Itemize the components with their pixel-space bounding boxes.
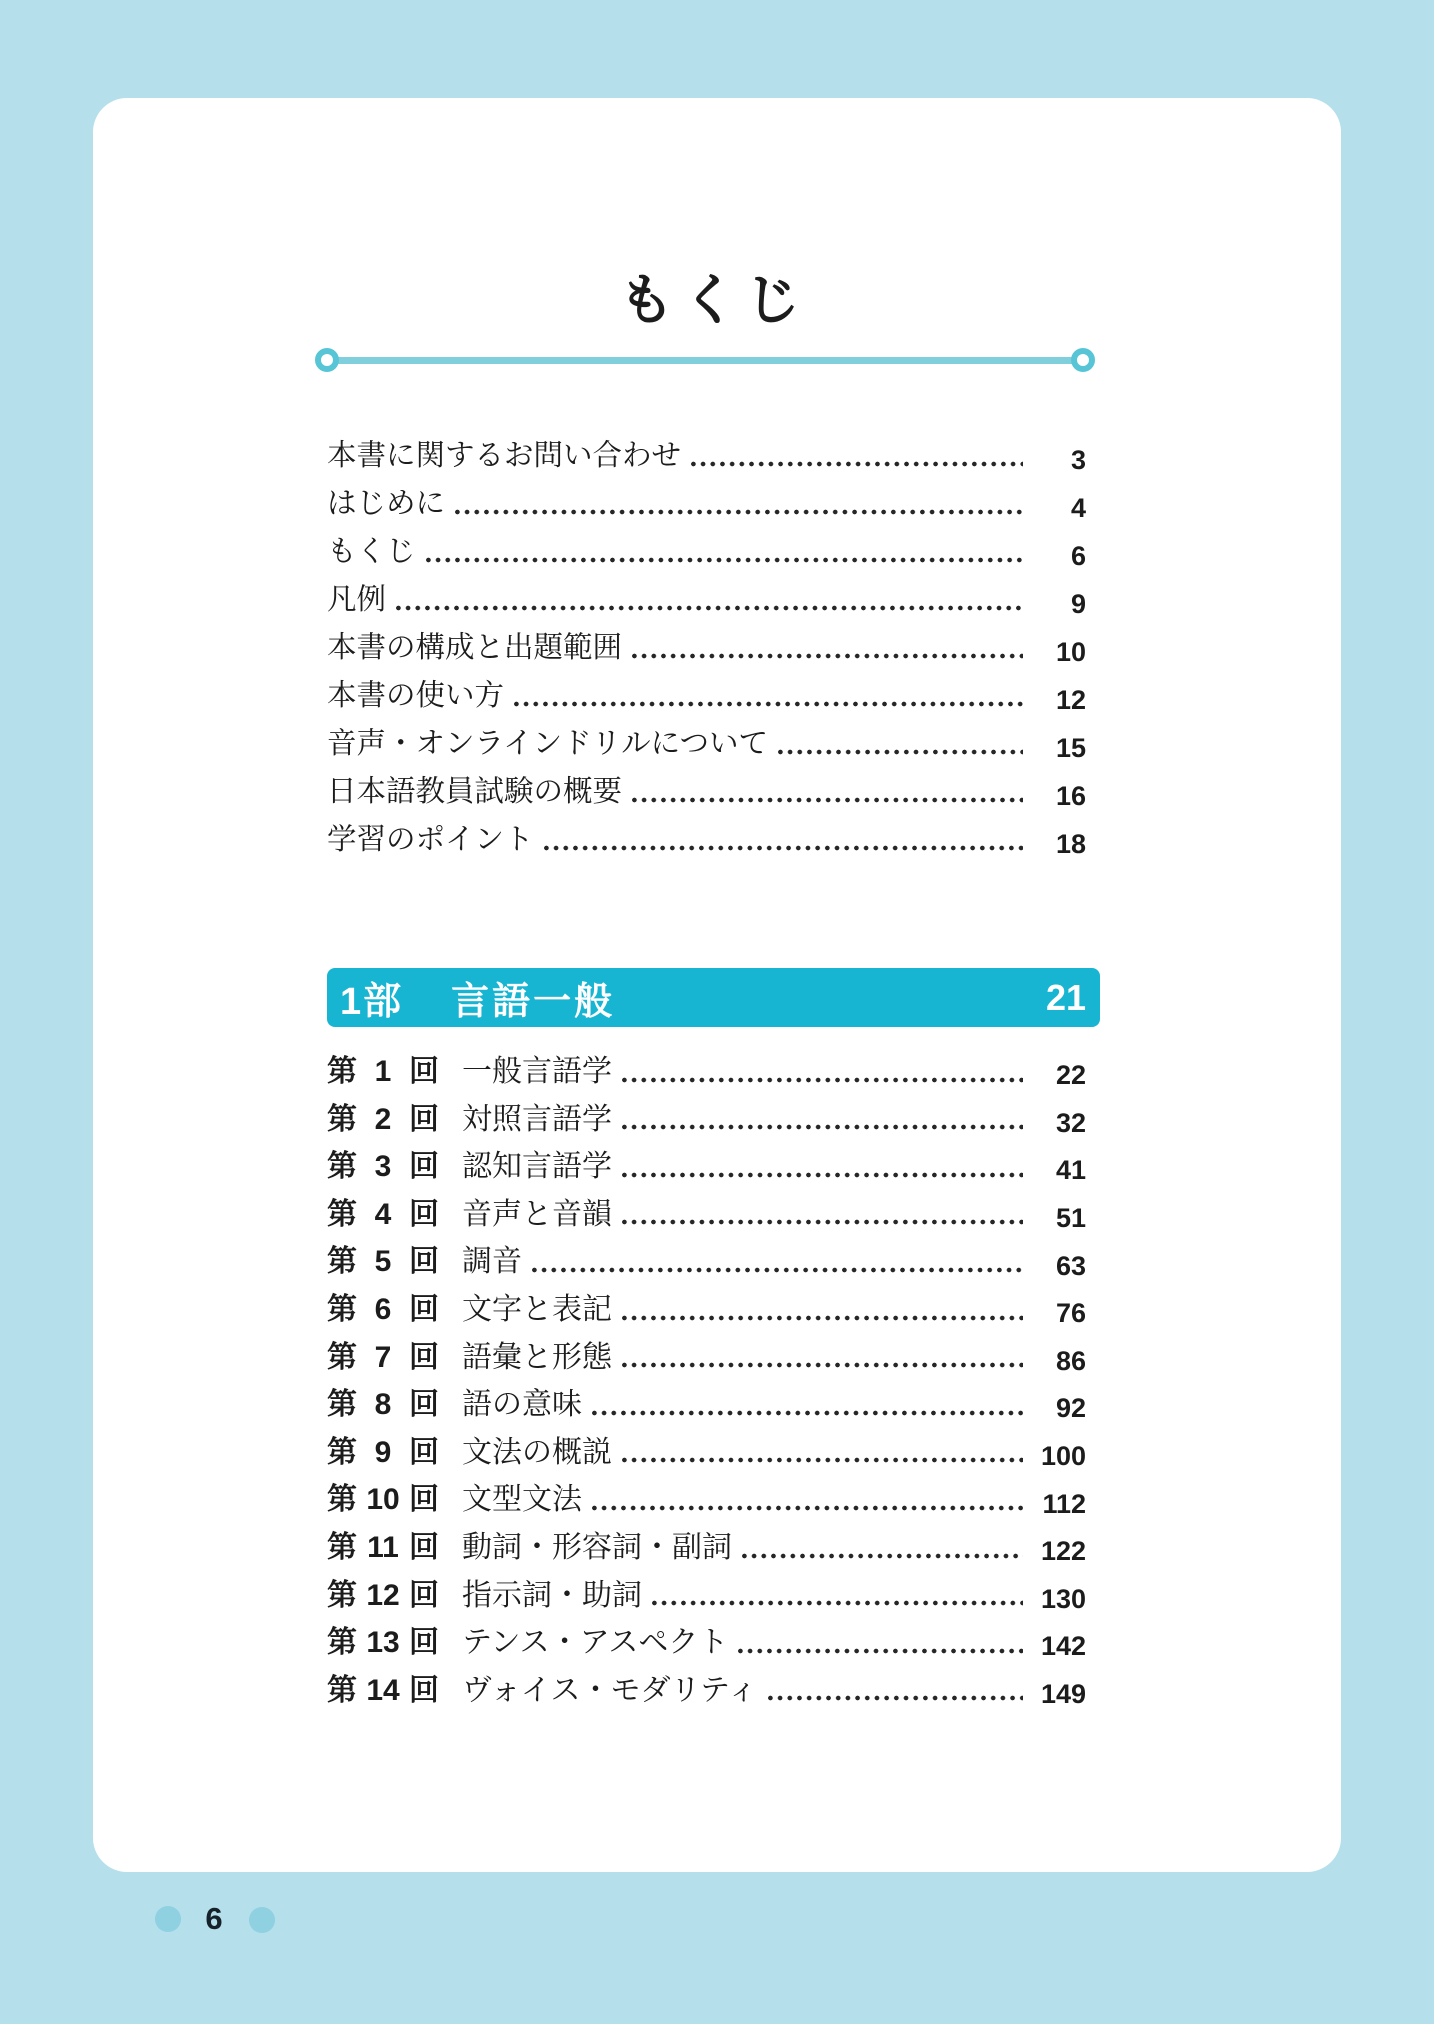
chapter-number (327, 1103, 439, 1138)
chapter-title: 一般言語学 (462, 1055, 612, 1089)
toc-page-number: 12 (1055, 684, 1086, 715)
toc-page-number: 18 (1055, 828, 1086, 859)
chapter-number-suffix: 回 (409, 1293, 439, 1327)
chapter-number-suffix: 回 (409, 1388, 439, 1422)
toc-entry-label: 本書の構成と出題範囲 (327, 632, 623, 665)
chapter-number (327, 1245, 439, 1280)
section-title: 言語一般 (451, 981, 616, 1023)
chapter-number (327, 1674, 439, 1709)
chapter-dotted-leader (592, 1505, 1023, 1511)
chapter-number-value: 9 (374, 1435, 392, 1469)
toc-dotted-leader (514, 701, 1023, 707)
chapter-dotted-leader (622, 1457, 1023, 1463)
chapter-number-prefix: 第 (327, 1102, 357, 1136)
chapter-number-prefix: 第 (327, 1531, 357, 1565)
chapter-dotted-leader (738, 1648, 1023, 1654)
chapter-number (327, 1341, 439, 1376)
divider-ring-left-icon (315, 348, 339, 372)
chapter-title: 語の意味 (462, 1388, 582, 1422)
chapter-number-prefix: 第 (327, 1245, 357, 1279)
chapter-page-number: 63 (1055, 1250, 1086, 1281)
chapter-page-number: 92 (1055, 1393, 1086, 1424)
chapter-row (327, 1470, 1086, 1518)
footer-page-number: 6 (205, 1901, 223, 1936)
toc-dotted-leader (778, 749, 1023, 755)
toc-row (327, 618, 1086, 666)
chapter-number-prefix: 第 (327, 1578, 357, 1612)
chapter-list (327, 1042, 1086, 1708)
chapter-title: 対照言語学 (462, 1102, 612, 1136)
chapter-number-prefix: 第 (327, 1293, 357, 1327)
title-divider (327, 357, 1083, 364)
chapter-dotted-leader (592, 1410, 1023, 1416)
chapter-title: 語彙と形態 (462, 1340, 612, 1374)
toc-row (327, 522, 1086, 570)
section-part-label: 1部 (340, 981, 404, 1023)
chapter-number-value: 4 (374, 1197, 392, 1231)
toc-dotted-leader (426, 557, 1023, 563)
chapter-number-suffix: 回 (409, 1340, 439, 1374)
chapter-number-value: 2 (374, 1102, 392, 1136)
chapter-page-number: 130 (1040, 1583, 1086, 1614)
chapter-title: 文字と表記 (462, 1293, 612, 1327)
chapter-dotted-leader (652, 1600, 1023, 1606)
chapter-number-value: 14 (366, 1673, 400, 1707)
chapter-row (327, 1566, 1086, 1614)
toc-dotted-leader (455, 509, 1023, 515)
toc-page-number: 3 (1070, 444, 1086, 475)
toc-row (327, 714, 1086, 762)
chapter-number-prefix: 第 (327, 1055, 357, 1089)
chapter-number-prefix: 第 (327, 1340, 357, 1374)
chapter-number-value: 13 (366, 1626, 400, 1660)
chapter-number (327, 1150, 439, 1185)
toc-dotted-leader (544, 845, 1023, 851)
chapter-dotted-leader (768, 1695, 1024, 1701)
chapter-number-suffix: 回 (409, 1578, 439, 1612)
toc-row (327, 426, 1086, 474)
chapter-number (327, 1436, 439, 1471)
toc-row (327, 762, 1086, 810)
chapter-title: 文法の概説 (462, 1435, 612, 1469)
chapter-number-suffix: 回 (409, 1055, 439, 1089)
chapter-number-prefix: 第 (327, 1150, 357, 1184)
toc-entry-label: 学習のポイント (327, 824, 534, 857)
chapter-row (327, 1423, 1086, 1471)
chapter-dotted-leader (622, 1172, 1023, 1178)
chapter-title: 認知言語学 (462, 1150, 612, 1184)
toc-entry-label: 日本語教員試験の概要 (327, 776, 623, 809)
chapter-number-value: 7 (374, 1340, 392, 1374)
chapter-number-suffix: 回 (409, 1245, 439, 1279)
chapter-number-suffix: 回 (409, 1150, 439, 1184)
chapter-number (327, 1579, 439, 1614)
page-title: もくじ (618, 269, 808, 331)
chapter-number-value: 5 (374, 1245, 392, 1279)
chapter-number-prefix: 第 (327, 1388, 357, 1422)
toc-row (327, 570, 1086, 618)
chapter-number (327, 1626, 439, 1661)
chapter-number (327, 1055, 439, 1090)
chapter-number (327, 1293, 439, 1328)
chapter-number-suffix: 回 (409, 1197, 439, 1231)
chapter-number-suffix: 回 (409, 1531, 439, 1565)
toc-page-number: 4 (1070, 492, 1086, 523)
footer-dot-left-icon (155, 1906, 181, 1932)
section-page-number: 21 (1045, 976, 1086, 1018)
chapter-page-number: 112 (1042, 1488, 1086, 1519)
chapter-dotted-leader (622, 1219, 1023, 1225)
chapter-number-value: 12 (366, 1578, 400, 1612)
chapter-title: 音声と音韻 (462, 1197, 612, 1231)
section-header-bar (327, 968, 1100, 1027)
chapter-number-suffix: 回 (409, 1435, 439, 1469)
chapter-number-value: 10 (366, 1483, 400, 1517)
toc-dotted-leader (632, 797, 1023, 803)
chapter-number-value: 6 (374, 1293, 392, 1327)
toc-page-number: 10 (1055, 636, 1086, 667)
chapter-number-suffix: 回 (409, 1626, 439, 1660)
chapter-page-number: 86 (1055, 1345, 1086, 1376)
chapter-number (327, 1388, 439, 1423)
toc-row (327, 474, 1086, 522)
toc-page-number: 9 (1070, 588, 1086, 619)
chapter-row (327, 1185, 1086, 1233)
chapter-dotted-leader (622, 1362, 1023, 1368)
front-matter-list (327, 426, 1086, 858)
chapter-title: テンス・アスペクト (462, 1626, 729, 1660)
chapter-number-value: 3 (374, 1150, 392, 1184)
chapter-page-number: 142 (1040, 1631, 1086, 1662)
chapter-number-suffix: 回 (409, 1102, 439, 1136)
chapter-number (327, 1198, 439, 1233)
chapter-page-number: 100 (1040, 1441, 1086, 1471)
chapter-number-prefix: 第 (327, 1197, 357, 1231)
toc-entry-label: もくじ (327, 536, 416, 569)
divider-ring-right-icon (1071, 348, 1095, 372)
toc-dotted-leader (691, 461, 1023, 467)
chapter-row (327, 1328, 1086, 1376)
chapter-dotted-leader (622, 1077, 1023, 1083)
chapter-row (327, 1280, 1086, 1328)
chapter-page-number: 32 (1055, 1107, 1086, 1138)
chapter-row (327, 1090, 1086, 1138)
chapter-number-prefix: 第 (327, 1626, 357, 1660)
chapter-number (327, 1531, 439, 1566)
chapter-row (327, 1137, 1086, 1185)
toc-dotted-leader (632, 653, 1023, 659)
toc-dotted-leader (396, 605, 1023, 611)
chapter-row (327, 1518, 1086, 1566)
footer-dot-right-icon (249, 1907, 275, 1933)
divider-line (327, 357, 1083, 364)
chapter-dotted-leader (532, 1267, 1023, 1273)
chapter-title: 動詞・形容詞・副詞 (462, 1531, 732, 1565)
chapter-title: ヴォイス・モダリティ (462, 1673, 758, 1707)
chapter-number-value: 8 (374, 1388, 392, 1422)
toc-row (327, 666, 1086, 714)
toc-entry-label: 凡例 (327, 584, 387, 617)
chapter-page-number: 41 (1055, 1155, 1086, 1186)
chapter-page-number: 122 (1040, 1536, 1086, 1567)
toc-page-number: 15 (1055, 732, 1086, 763)
toc-entry-label: 本書に関するお問い合わせ (327, 440, 682, 473)
toc-entry-label: 音声・オンラインドリルについて (327, 728, 769, 761)
chapter-title: 指示詞・助詞 (462, 1578, 642, 1612)
chapter-number-value: 11 (367, 1531, 399, 1565)
toc-row (327, 810, 1086, 858)
chapter-dotted-leader (742, 1553, 1023, 1559)
chapter-row (327, 1661, 1086, 1709)
chapter-number-suffix: 回 (409, 1673, 439, 1707)
chapter-number-prefix: 第 (327, 1435, 357, 1469)
chapter-page-number: 149 (1040, 1678, 1086, 1709)
chapter-number-prefix: 第 (327, 1483, 357, 1517)
chapter-title: 文型文法 (462, 1483, 582, 1517)
chapter-dotted-leader (622, 1124, 1023, 1130)
chapter-row (327, 1375, 1086, 1423)
chapter-number-value: 1 (374, 1055, 392, 1089)
chapter-page-number: 51 (1055, 1203, 1086, 1234)
chapter-page-number: 76 (1055, 1298, 1086, 1329)
chapter-number (327, 1483, 439, 1518)
chapter-row (327, 1613, 1086, 1661)
toc-entry-label: 本書の使い方 (327, 680, 505, 713)
toc-entry-label: はじめに (327, 488, 446, 521)
chapter-number-prefix: 第 (327, 1673, 357, 1707)
chapter-row (327, 1232, 1086, 1280)
chapter-page-number: 22 (1055, 1060, 1086, 1091)
chapter-number-suffix: 回 (409, 1483, 439, 1517)
chapter-row (327, 1042, 1086, 1090)
toc-page-number: 16 (1055, 780, 1086, 811)
chapter-title: 調音 (462, 1245, 522, 1279)
toc-page-number: 6 (1070, 540, 1086, 571)
chapter-dotted-leader (622, 1315, 1023, 1321)
